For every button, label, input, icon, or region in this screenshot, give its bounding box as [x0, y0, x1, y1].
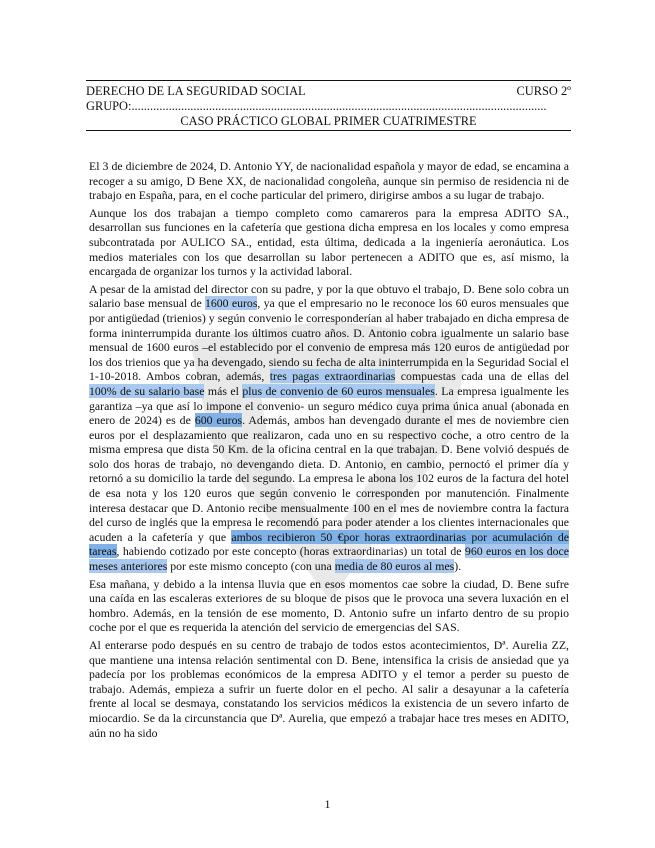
- highlighted-text: 600 euros: [194, 413, 243, 428]
- document-header: [86, 80, 571, 131]
- text-segment: , habiendo cotizado por este concepto (horas extraordinarias) un total de: [116, 544, 465, 559]
- highlighted-text: 960 euros en los doce meses anteriores: [89, 544, 569, 574]
- text-segment: más el: [204, 383, 243, 398]
- text-segment: ).: [454, 559, 462, 574]
- paragraph: [89, 577, 569, 635]
- highlighted-text: media de 80 euros al mes: [334, 559, 455, 574]
- highlighted-text: tres pagas extraordinarias: [269, 369, 396, 384]
- text-segment: por este mismo concepto (con una: [167, 559, 335, 574]
- course-label: CURSO 2º: [516, 84, 571, 98]
- group-field: GRUPO:......................................................................................................................................: [86, 99, 547, 113]
- text-segment: Al enterarse podo después en su centro de trabajo de todos estos acontecimientos, Dª. Aurelia ZZ, que mantiene una intensa relación sentimental con D. Bene, intensifica la crisis de ansiedad que ya padecía por los problemas económicos de la empresa ADITO y el temor a perder su puesto de trabajo. Además, empieza a sufrir un fuerte dolor en el pecho. Al salir a desayunar a la cafetería frente al local se desmaya, constatando los servicios médicos la existencia de un severo infarto de miocardio. Se da la circunstancia que Dª. Aurelia, que empezó a trabajar hace tres meses en ADITO, aún no ha sido: [89, 638, 569, 740]
- header-group-row: [86, 99, 571, 114]
- paragraph: [89, 638, 569, 740]
- highlighted-text: 100% de su salario base: [89, 383, 205, 398]
- highlighted-text: plus de convenio de 60 euros mensuales: [242, 383, 435, 398]
- paragraph: [89, 159, 569, 203]
- text-segment: El 3 de diciembre de 2024, D. Antonio YY, de nacionalidad española y mayor de edad, se encamina a recoger a su amigo, D Bene XX, de nacionalidad congoleña, aunque sin permiso de residencia ni de trabajo en España, para, en el coche particular del primero, dirigirse ambos a su lugar de trabajo.: [89, 159, 569, 203]
- text-segment: Esa mañana, y debido a la intensa lluvia que en esos momentos cae sobre la ciudad, D. Bene sufre una caída en las escaleras exteriores de su bloque de pisos que le provoca una severa luxación en el hombro. Además, en la tensión de ese momento, D. Antonio sufre un infarto dentro de su propio coche por el que es requerida la atención del servicio de emergencias del SAS.: [89, 576, 569, 635]
- text-segment: , ya que el empresario no le reconoce los 60 euros mensuales que por antigüedad (trienios) y según convenio le corresponderían al haber trabajado en dicha empresa de forma ininterrumpida durante los últimos cuatro años. D. Antonio cobra igualmente un salario base mensual de 1600 euros –el establecido por el convenio de empresa más 120 euros de antigüedad por los dos trienios que ya ha devengado, siendo su fecha de alta ininterrumpida en la Seguridad Social el 1-10-2018. Ambos cobran, además,: [89, 296, 569, 384]
- paragraph: [89, 282, 569, 574]
- case-title: CASO PRÁCTICO GLOBAL PRIMER CUATRIMESTRE: [86, 114, 571, 131]
- highlighted-text: 1600 euros: [204, 296, 258, 311]
- paragraph: [89, 206, 569, 279]
- text-segment: . Además, ambos han devengado durante el mes de noviembre cien euros por el desplazamiento que realizaron, cada uno en su respectivo coche, a otro centro de la misma empresa que dista 50 Km. de la oficina central en la que trabajan. D. Bene volvió después de solo dos horas de trabajo, no devengando dieta. D. Antonio, en cambio, pernoctó el primer día y retornó a su domicilio la tarde del segundo. La empresa le abona los 102 euros de la factura del hotel de esa nota y los 120 euros que según convenio le corresponden por manutención. Finalmente interesa destacar que D. Antonio recibe mensualmente 100 en el mes de noviembre contra la factura del curso de inglés que la empresa le recomendó para poder atender a los clientes internacionales que acuden a la cafetería y que: [89, 413, 569, 544]
- text-segment: compuestas cada una de ellas del: [395, 369, 569, 384]
- text-segment: Aunque los dos trabajan a tiempo completo como camareros para la empresa ADITO SA., desarrollan sus funciones en la cafetería que gestiona dicha empresa en los locales y como empresa subcontratada por AULICO SA., entidad, esta última, dedicada a la ingeniería aeronáutica. Los medios materiales con los que desarrollan su labor pertenecen a ADITO que es, así mismo, la encargada de organizar los turnos y la actividad laboral.: [89, 205, 569, 279]
- highlighted-text: ambos recibieron 50 €por horas extraordinarias por acumulación de tareas: [89, 529, 569, 559]
- text-segment: . La empresa igualmente les garantiza –ya que así lo impone el convenio- un seguro médico cuya prima única anual (abonada en enero de 2024) es de: [89, 383, 569, 428]
- subject-title: DERECHO DE LA SEGURIDAD SOCIAL: [86, 84, 306, 98]
- document-body: [89, 159, 569, 743]
- header-subject-row: [86, 80, 571, 99]
- page-number: 1: [324, 797, 331, 811]
- text-segment: A pesar de la amistad del director con su padre, y por la que obtuvo el trabajo, D. Bene solo cobra un salario base mensual de: [89, 281, 569, 311]
